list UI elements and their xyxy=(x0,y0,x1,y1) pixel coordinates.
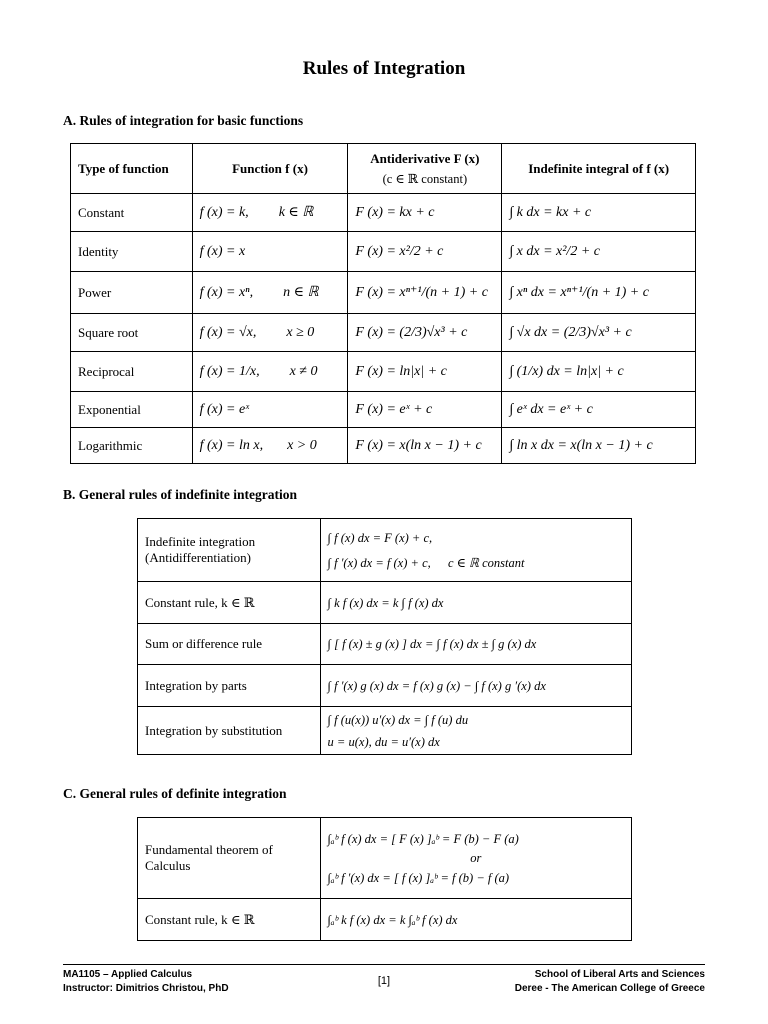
row-type: Reciprocal xyxy=(71,352,193,392)
rule-formula: ∫ [ f (x) ± g (x) ] dx = ∫ f (x) dx ± ∫ g (x) dx xyxy=(327,637,537,651)
row-integral: ∫ xⁿ dx = xⁿ⁺¹/(n + 1) + c xyxy=(509,285,649,300)
rule-formula: ∫ k f (x) dx = k ∫ f (x) dx xyxy=(327,595,444,610)
table-row xyxy=(71,272,696,314)
row-antiderivative: F (x) = x²/2 + c xyxy=(355,244,444,259)
indefinite-rules-table xyxy=(137,518,632,755)
row-type: Constant xyxy=(71,194,193,232)
rule-name: Indefinite integration (Antidifferentiation) xyxy=(138,519,321,582)
header-type: Type of function xyxy=(71,144,193,194)
footer-college: Deree - The American College of Greece xyxy=(514,983,705,994)
row-condition: x ≠ 0 xyxy=(289,364,318,379)
or-label: or xyxy=(470,850,482,865)
footer-school: School of Liberal Arts and Sciences xyxy=(534,969,705,980)
rule-formula-2: ∫ f ′(x) dx = f (x) + c, xyxy=(327,555,431,570)
table-row xyxy=(71,232,696,272)
row-type: Logarithmic xyxy=(71,428,193,464)
page-footer xyxy=(63,964,705,994)
row-condition: x > 0 xyxy=(287,438,317,453)
row-type: Identity xyxy=(71,232,193,272)
page-title: Rules of Integration xyxy=(302,58,466,79)
section-c-heading: C. General rules of definite integration xyxy=(63,786,287,801)
header-antiderivative-note: (c ∈ ℝ constant) xyxy=(382,171,468,186)
table-row xyxy=(138,899,632,941)
rule-formula-2: u = u(x), du = u′(x) dx xyxy=(327,734,440,749)
row-antiderivative: F (x) = kx + c xyxy=(355,205,435,220)
table-row xyxy=(138,582,632,624)
row-condition: n ∈ ℝ xyxy=(283,285,319,300)
rule-name: Fundamental theorem of Calculus xyxy=(138,818,321,899)
table-header-row xyxy=(71,144,696,194)
row-antiderivative: F (x) = eˣ + c xyxy=(355,402,433,417)
row-integral: ∫ √x dx = (2/3)√x³ + c xyxy=(509,325,632,340)
section-b-heading: B. General rules of indefinite integration xyxy=(63,487,297,502)
row-antiderivative: F (x) = ln|x| + c xyxy=(355,364,447,379)
row-integral: ∫ x dx = x²/2 + c xyxy=(509,244,600,259)
table-row xyxy=(138,665,632,707)
header-antiderivative xyxy=(348,144,502,194)
row-function: f (x) = 1/x, xyxy=(199,364,260,379)
row-type: Power xyxy=(71,272,193,314)
header-function: Function f (x) xyxy=(192,144,348,194)
row-integral: ∫ k dx = kx + c xyxy=(509,205,592,220)
row-function: f (x) = eˣ xyxy=(199,402,250,417)
basic-functions-table xyxy=(70,143,696,464)
row-antiderivative: F (x) = (2/3)√x³ + c xyxy=(355,325,468,340)
table-row xyxy=(71,194,696,232)
row-function: f (x) = k, xyxy=(199,205,249,220)
row-type: Square root xyxy=(71,314,193,352)
header-indefinite: Indefinite integral of f (x) xyxy=(502,144,696,194)
rule-name: Integration by substitution xyxy=(138,707,321,755)
table-row xyxy=(71,314,696,352)
row-function: f (x) = ln x, xyxy=(199,438,264,453)
table-row xyxy=(71,392,696,428)
row-integral: ∫ eˣ dx = eˣ + c xyxy=(509,402,593,417)
rule-formula: ∫ f ′(x) g (x) dx = f (x) g (x) − ∫ f (x) g ′(x) dx xyxy=(327,678,546,693)
table-row xyxy=(138,818,632,899)
row-integral: ∫ (1/x) dx = ln|x| + c xyxy=(509,364,624,379)
row-condition: k ∈ ℝ xyxy=(278,205,314,220)
rule-name: Constant rule, k ∈ ℝ xyxy=(138,899,321,941)
rule-formula: ∫ f (u(x)) u′(x) dx = ∫ f (u) du xyxy=(327,712,469,727)
row-condition: x ≥ 0 xyxy=(286,325,315,340)
header-antiderivative-label: Antiderivative F (x) xyxy=(370,150,480,166)
definite-rules-table xyxy=(137,817,632,941)
table-row xyxy=(71,428,696,464)
section-a-heading: A. Rules of integration for basic functions xyxy=(63,113,304,128)
row-function: f (x) = √x, xyxy=(199,325,257,340)
footer-right xyxy=(515,968,705,996)
rule-formula: ∫ₐᵇ k f (x) dx = k ∫ₐᵇ f (x) dx xyxy=(327,912,458,927)
table-row xyxy=(138,519,632,582)
rule-formula: ∫ₐᵇ f (x) dx = [ F (x) ]ₐᵇ = F (b) − F (a) xyxy=(327,831,519,846)
rule-name: Integration by parts xyxy=(138,665,321,707)
rule-name: Sum or difference rule xyxy=(138,624,321,665)
footer-instructor: Instructor: Dimitrios Christou, PhD xyxy=(63,983,229,994)
table-row xyxy=(138,624,632,665)
page-number: [1] xyxy=(377,975,391,987)
rule-formula-2-note: c ∈ ℝ constant xyxy=(448,555,525,570)
rule-name: Constant rule, k ∈ ℝ xyxy=(138,582,321,624)
row-function: f (x) = x xyxy=(199,244,246,259)
footer-course: MA1105 – Applied Calculus xyxy=(63,969,193,980)
row-antiderivative: F (x) = x(ln x − 1) + c xyxy=(355,438,482,453)
rule-formula: ∫ f (x) dx = F (x) + c, xyxy=(327,530,433,545)
table-row xyxy=(71,352,696,392)
row-integral: ∫ ln x dx = x(ln x − 1) + c xyxy=(509,438,653,453)
table-row xyxy=(138,707,632,755)
rule-formula-2: ∫ₐᵇ f ′(x) dx = [ f (x) ]ₐᵇ = f (b) − f (a) xyxy=(327,870,510,885)
row-antiderivative: F (x) = xⁿ⁺¹/(n + 1) + c xyxy=(355,285,488,300)
row-function: f (x) = xⁿ, xyxy=(199,285,254,300)
row-type: Exponential xyxy=(71,392,193,428)
